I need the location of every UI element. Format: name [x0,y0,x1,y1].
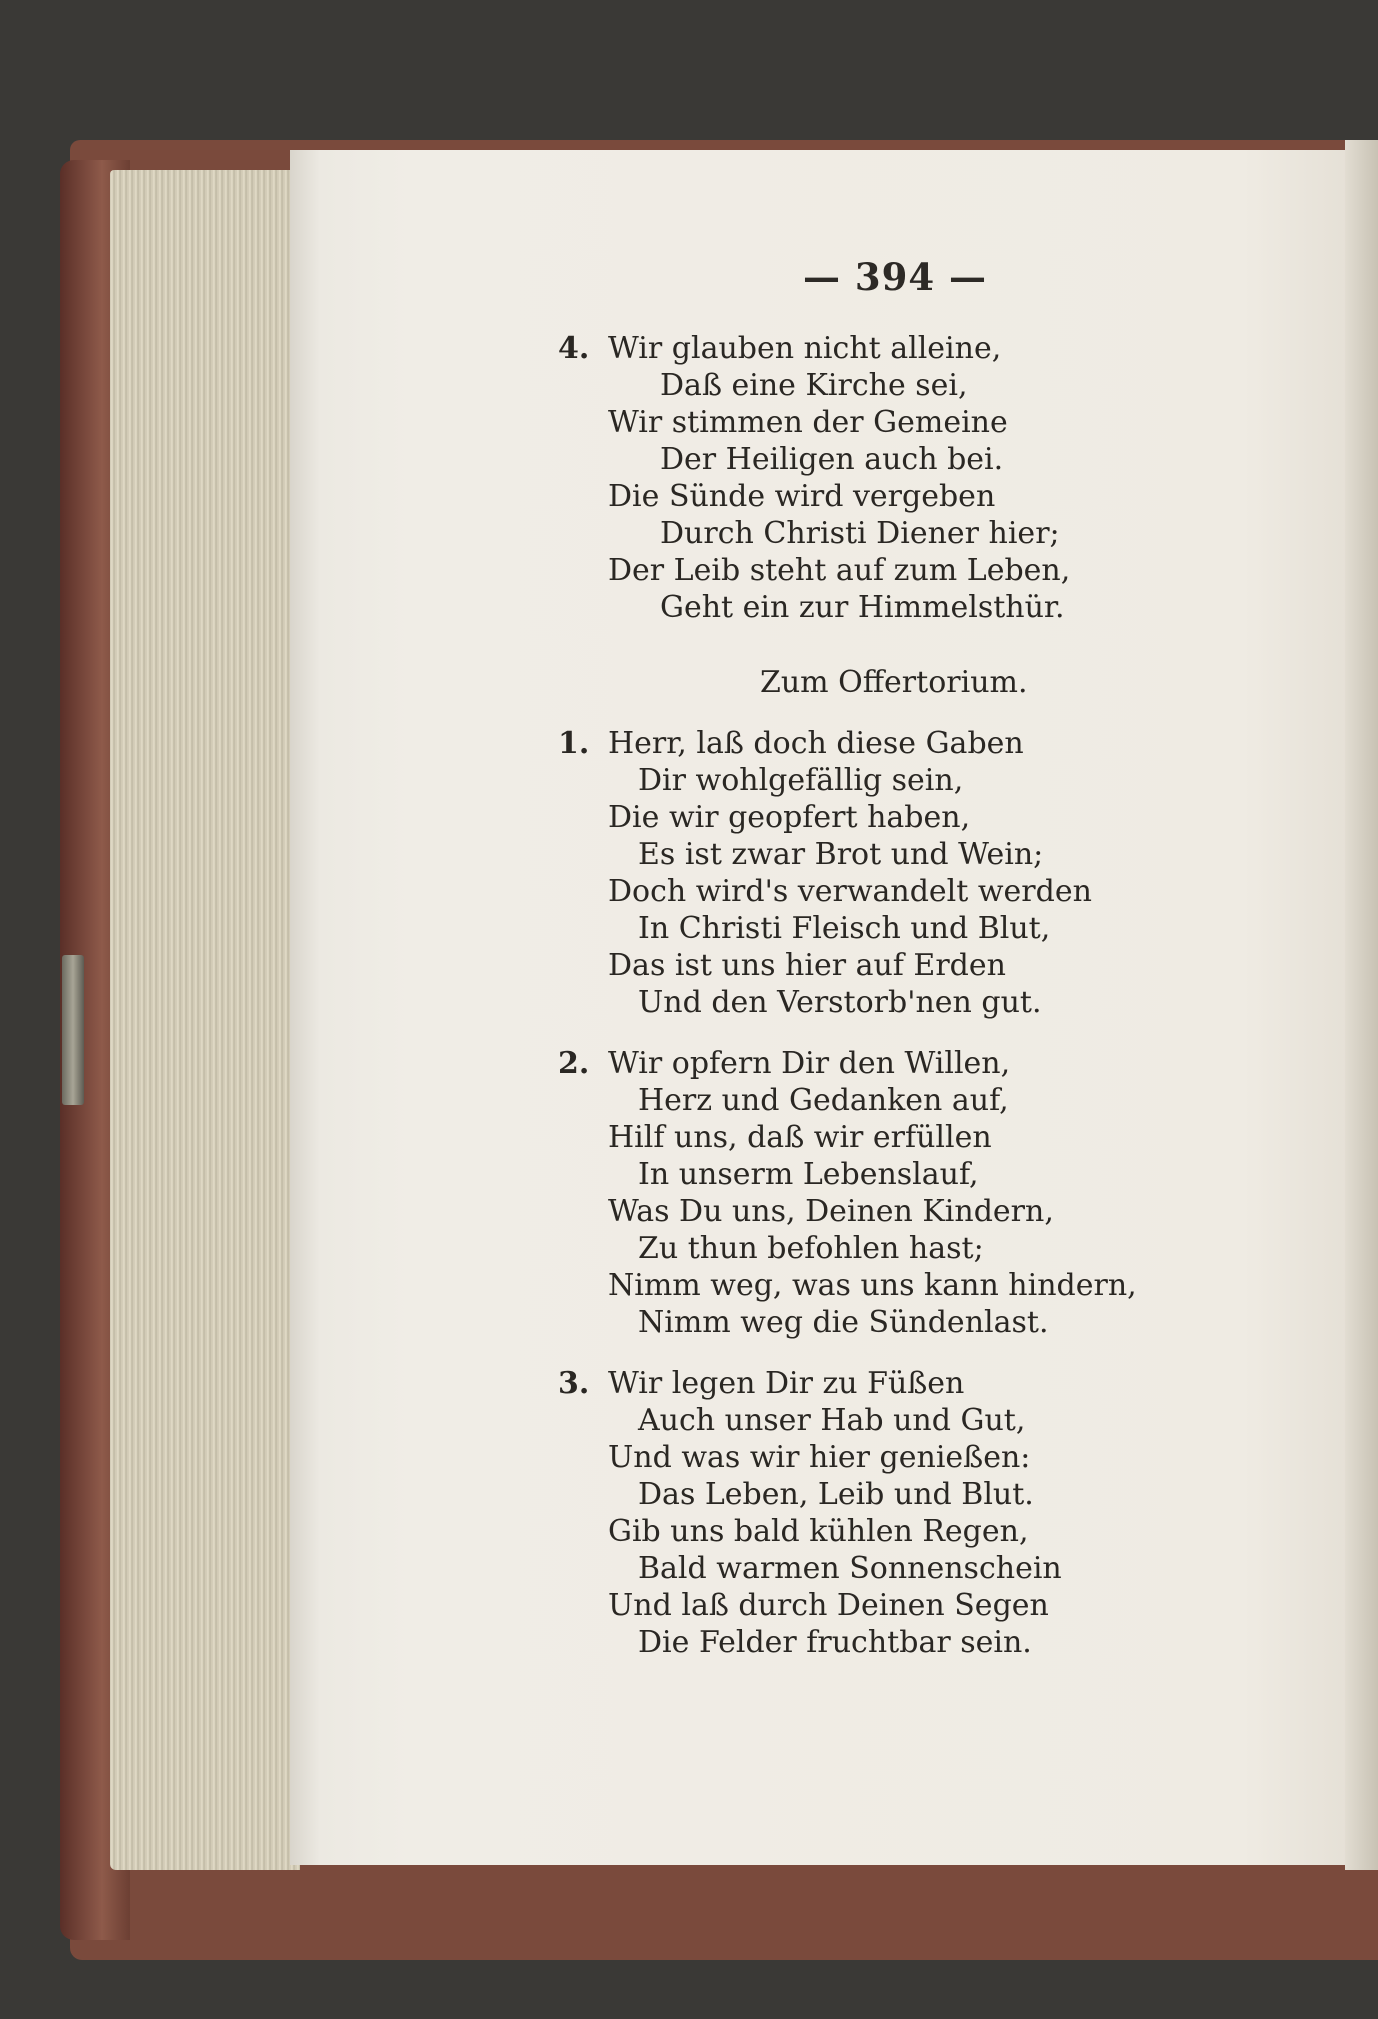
stanza-4 [560,330,1070,626]
verse-line: Und laß durch Deinen Segen [608,1588,1049,1623]
verse-line: Wir legen Dir zu Füßen [608,1366,965,1401]
verse-line: Doch wird's verwandelt werden [608,874,1092,909]
verse-line: Und den Verstorb'nen gut. [638,985,1042,1020]
stanza-number: 4. [558,331,590,366]
offertory-stanza-3 [560,1365,1062,1661]
verse-line: Herr, laß doch diese Gaben [608,726,1024,761]
verse-line: Daß eine Kirche sei, [660,368,968,403]
page-stack [110,170,300,1870]
verse-line: In Christi Fleisch und Blut, [638,911,1051,946]
verse-line: Auch unser Hab und Gut, [638,1403,1026,1438]
verse-line: Zu thun befohlen hast; [638,1231,984,1266]
page-number: — 394 — [803,255,987,299]
verse-line: Bald warmen Sonnenschein [638,1551,1062,1586]
verse-line: Der Heiligen auch bei. [660,442,1004,477]
verse-line: Herz und Gedanken auf, [638,1083,1009,1118]
section-heading: Zum Offertorium. [760,665,1028,700]
verse-line: Durch Christi Diener hier; [660,516,1060,551]
stanza-number: 2. [558,1046,590,1081]
verse-line: Nimm weg, was uns kann hindern, [608,1268,1137,1303]
offertory-stanza-2 [560,1045,1137,1341]
verse-line: Wir opfern Dir den Willen, [608,1046,1011,1081]
verse-line: Das ist uns hier auf Erden [608,948,1006,983]
stanza-number: 3. [558,1366,590,1401]
verse-line: Hilf uns, daß wir erfüllen [608,1120,992,1155]
verse-line: Die wir geopfert haben, [608,800,971,835]
verse-line: Nimm weg die Sündenlast. [638,1305,1049,1340]
book-clasp [62,955,84,1105]
verse-line: Die Sünde wird vergeben [608,479,996,514]
verse-line: Wir glauben nicht alleine, [608,331,1002,366]
verse-line: In unserm Lebenslauf, [638,1157,979,1192]
verse-line: Das Leben, Leib und Blut. [638,1477,1034,1512]
offertory-stanza-1 [560,725,1092,1021]
verse-line: Der Leib steht auf zum Leben, [608,553,1071,588]
verse-line: Und was wir hier genießen: [608,1440,1031,1475]
verse-line: Es ist zwar Brot und Wein; [638,837,1044,872]
verse-line: Dir wohlgefällig sein, [638,763,964,798]
verse-line: Was Du uns, Deinen Kindern, [608,1194,1054,1229]
verse-line: Geht ein zur Himmelsthür. [660,590,1065,625]
facing-page-edge [1345,140,1378,1870]
verse-line: Wir stimmen der Gemeine [608,405,1008,440]
verse-line: Gib uns bald kühlen Regen, [608,1514,1029,1549]
verse-line: Die Felder fruchtbar sein. [638,1625,1032,1660]
stanza-number: 1. [558,726,590,761]
